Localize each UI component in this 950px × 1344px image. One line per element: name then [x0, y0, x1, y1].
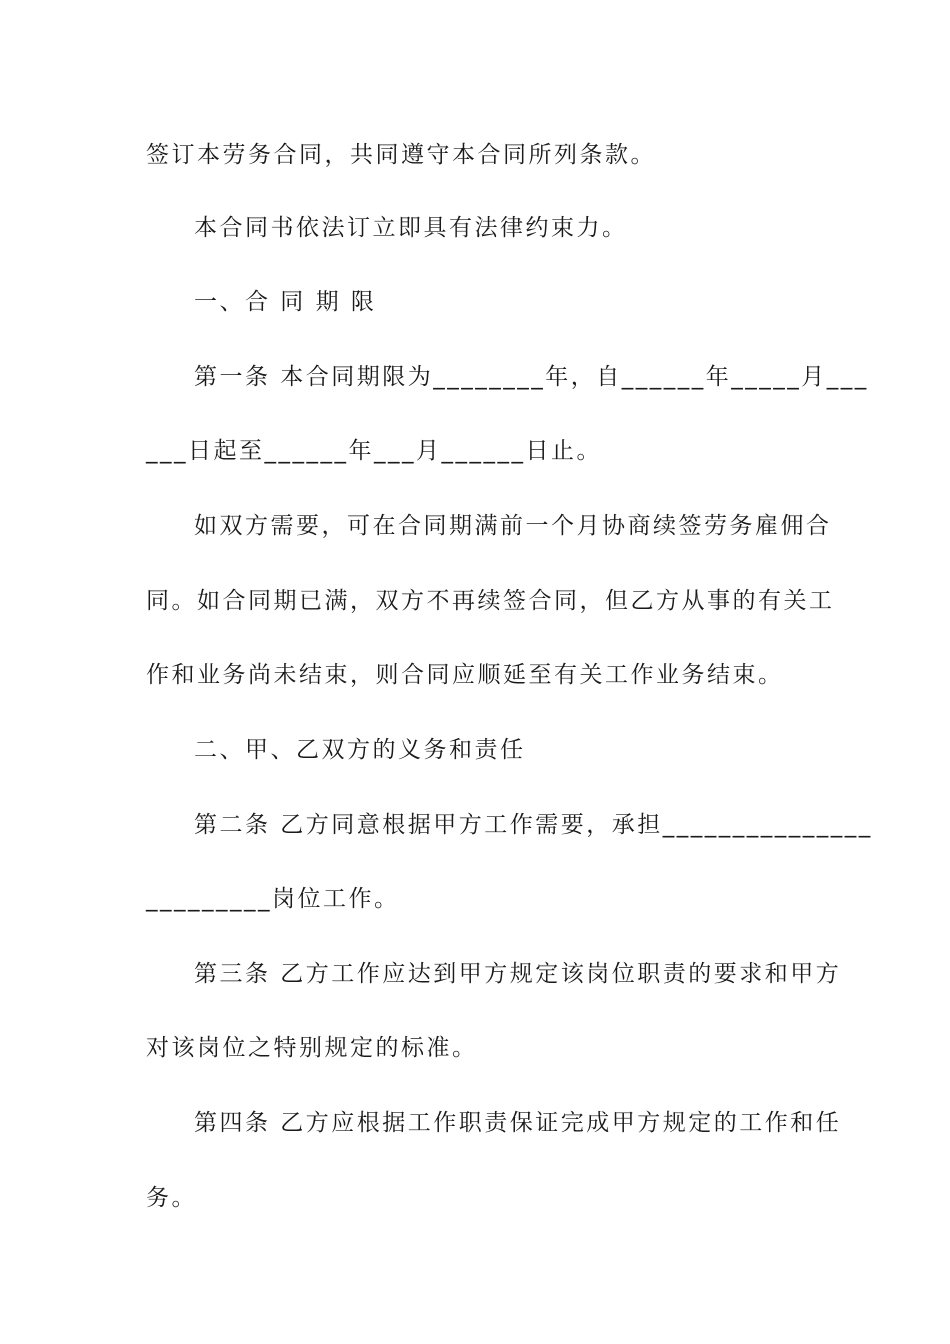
- paragraph-line: 签订本劳务合同，共同遵守本合同所列条款。: [146, 142, 656, 168]
- paragraph-line: 如双方需要，可在合同期满前一个月协商续签劳务雇佣合: [194, 513, 832, 539]
- article-line: 第三条 乙方工作应达到甲方规定该岗位职责的要求和甲方: [194, 961, 842, 987]
- section-heading: 二、甲、乙双方的义务和责任: [194, 737, 526, 763]
- article-line: 第二条 乙方同意根据甲方工作需要，承担_______________: [194, 812, 873, 838]
- paragraph-line: 同。如合同期已满，双方不再续签合同，但乙方从事的有关工: [146, 588, 835, 614]
- article-line: 对该岗位之特别规定的标准。: [146, 1035, 478, 1061]
- article-line: 第一条 本合同期限为________年，自______年_____月___: [194, 364, 869, 390]
- article-line: 务。: [146, 1185, 197, 1211]
- section-heading: 一、合 同 期 限: [194, 289, 377, 315]
- paragraph-line: 本合同书依法订立即具有法律约束力。: [194, 215, 628, 241]
- paragraph-line: 作和业务尚未结束，则合同应顺延至有关工作业务结束。: [146, 662, 784, 688]
- article-line: ___日起至______年___月______日止。: [146, 438, 602, 464]
- article-line: _________岗位工作。: [146, 886, 400, 912]
- article-line: 第四条 乙方应根据工作职责保证完成甲方规定的工作和任: [194, 1110, 842, 1136]
